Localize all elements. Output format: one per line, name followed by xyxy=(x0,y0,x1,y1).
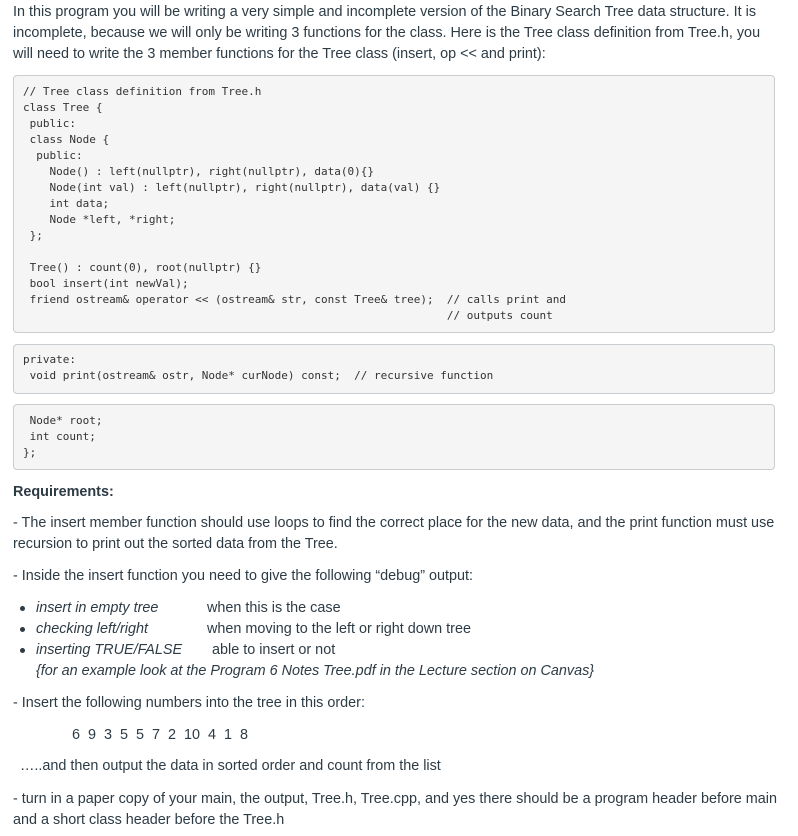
code-line: }; xyxy=(23,446,37,459)
code-line: class Tree { xyxy=(23,101,103,114)
debug-term: inserting TRUE/FALSE xyxy=(36,642,183,658)
code-block-tree-class xyxy=(13,75,775,333)
requirement-output-sorted: …..and then output the data in sorted order and count from the list xyxy=(20,758,441,774)
bullet-icon xyxy=(20,606,25,611)
intro-line-1: In this program you will be writing a very simple and incomplete version of the Binary Search Tree data structure. It is xyxy=(13,4,757,20)
code-line: friend ostream& operator << (ostream& str, const Tree& tree); // calls print and xyxy=(23,293,567,306)
code-line: Node *left, *right; xyxy=(23,213,176,226)
list-item xyxy=(20,619,720,640)
requirement-debug-output: - Inside the insert function you need to give the following “debug” output: xyxy=(13,568,473,584)
debug-term: insert in empty tree xyxy=(36,600,159,616)
code-line: int count; xyxy=(23,430,96,443)
code-line: Node() : left(nullptr), right(nullptr), data(0){} xyxy=(23,165,374,178)
canvas-note: {for an example look at the Program 6 Notes Tree.pdf in the Lecture section on Canvas} xyxy=(36,663,595,679)
requirements-heading: Requirements: xyxy=(13,484,114,500)
code-block-private xyxy=(13,344,775,394)
code-line: }; xyxy=(23,229,43,242)
requirement-turn-in-line-1: - turn in a paper copy of your main, the output, Tree.h, Tree.cpp, and yes there should be a program header before main xyxy=(13,791,777,807)
bullet-icon xyxy=(20,648,25,653)
list-item xyxy=(20,640,720,661)
code-line: Node* root; xyxy=(23,414,103,427)
code-line: void print(ostream& ostr, Node* curNode) const; // recursive function xyxy=(23,369,494,382)
bullet-icon xyxy=(20,627,25,632)
code-line: class Node { xyxy=(23,133,110,146)
code-block-members xyxy=(13,404,775,470)
code-line: int data; xyxy=(23,197,110,210)
code-line: // outputs count xyxy=(23,309,553,322)
requirement-insert-numbers: - Insert the following numbers into the tree in this order: xyxy=(13,695,365,711)
code-line: Tree() : count(0), root(nullptr) {} xyxy=(23,261,262,274)
debug-desc: when moving to the left or right down tree xyxy=(207,621,471,637)
intro-line-2: incomplete, because we will only be writing 3 functions for the class. Here is the Tree class definition from Tree.h, you xyxy=(13,25,761,41)
number-sequence: 6 9 3 5 5 7 2 10 4 1 8 xyxy=(72,727,249,743)
requirement-loops-line-1: - The insert member function should use loops to find the correct place for the new data, and the print function must use xyxy=(13,515,775,531)
requirement-turn-in-line-2: and a short class header before the Tree.h xyxy=(13,812,285,828)
requirement-loops-line-2: recursion to print out the sorted data from the Tree. xyxy=(13,536,338,552)
intro-line-3: will need to write the 3 member functions for the Tree class (insert, op << and print): xyxy=(13,46,546,62)
list-item xyxy=(20,598,720,619)
code-line: public: xyxy=(23,117,76,130)
debug-desc: able to insert or not xyxy=(212,642,336,658)
code-line: private: xyxy=(23,353,76,366)
debug-term: checking left/right xyxy=(36,621,148,637)
code-line: public: xyxy=(23,149,83,162)
code-line: bool insert(int newVal); xyxy=(23,277,189,290)
code-line: // Tree class definition from Tree.h xyxy=(23,85,262,98)
code-line: Node(int val) : left(nullptr), right(nullptr), data(val) {} xyxy=(23,181,441,194)
debug-desc: when this is the case xyxy=(207,600,341,616)
